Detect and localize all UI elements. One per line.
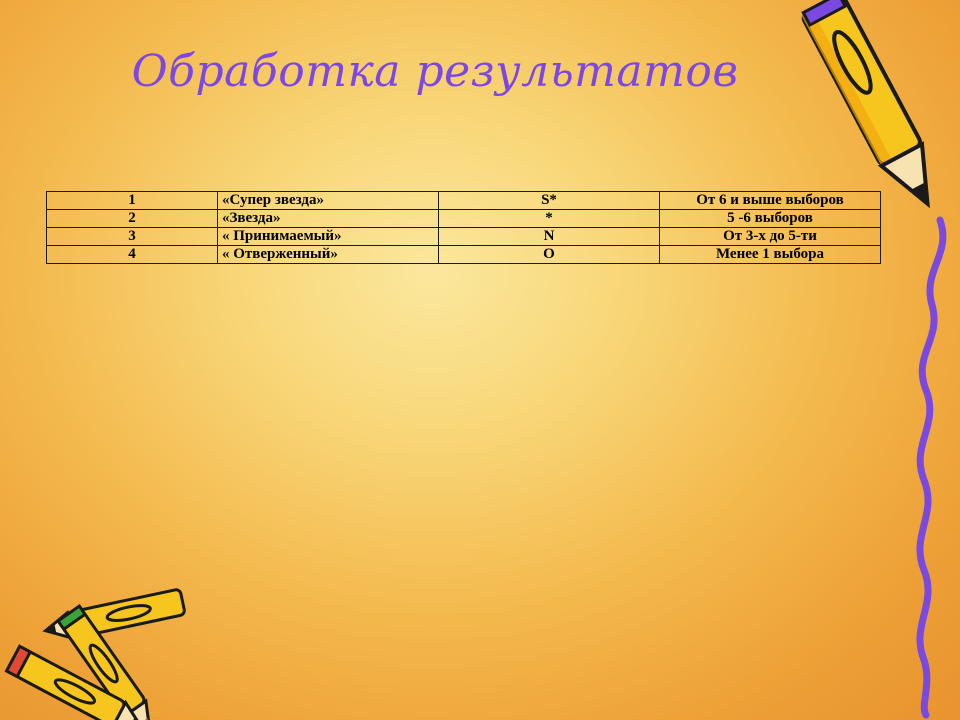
cell-status: «Звезда»	[218, 210, 439, 228]
crossed-pencils-icon	[0, 580, 200, 720]
cell-symbol: O	[439, 246, 660, 264]
cell-number: 2	[47, 210, 218, 228]
cell-number: 1	[47, 192, 218, 210]
cell-symbol: N	[439, 228, 660, 246]
cell-criterion: Менее 1 выбора	[660, 246, 881, 264]
results-table	[46, 191, 881, 264]
cell-criterion: 5 -6 выборов	[660, 210, 881, 228]
table-row	[47, 210, 881, 228]
cell-criterion: От 6 и выше выборов	[660, 192, 881, 210]
cell-symbol: S*	[439, 192, 660, 210]
squiggle-line	[900, 215, 960, 720]
table-row	[47, 246, 881, 264]
cell-symbol: *	[439, 210, 660, 228]
cell-criterion: От 3-х до 5-ти	[660, 228, 881, 246]
cell-status: « Принимаемый»	[218, 228, 439, 246]
table-row	[47, 228, 881, 246]
cell-status: «Супер звезда»	[218, 192, 439, 210]
page-title: Обработка результатов	[131, 46, 739, 97]
table-row	[47, 192, 881, 210]
cell-number: 3	[47, 228, 218, 246]
cell-status: « Отверженный»	[218, 246, 439, 264]
cell-number: 4	[47, 246, 218, 264]
